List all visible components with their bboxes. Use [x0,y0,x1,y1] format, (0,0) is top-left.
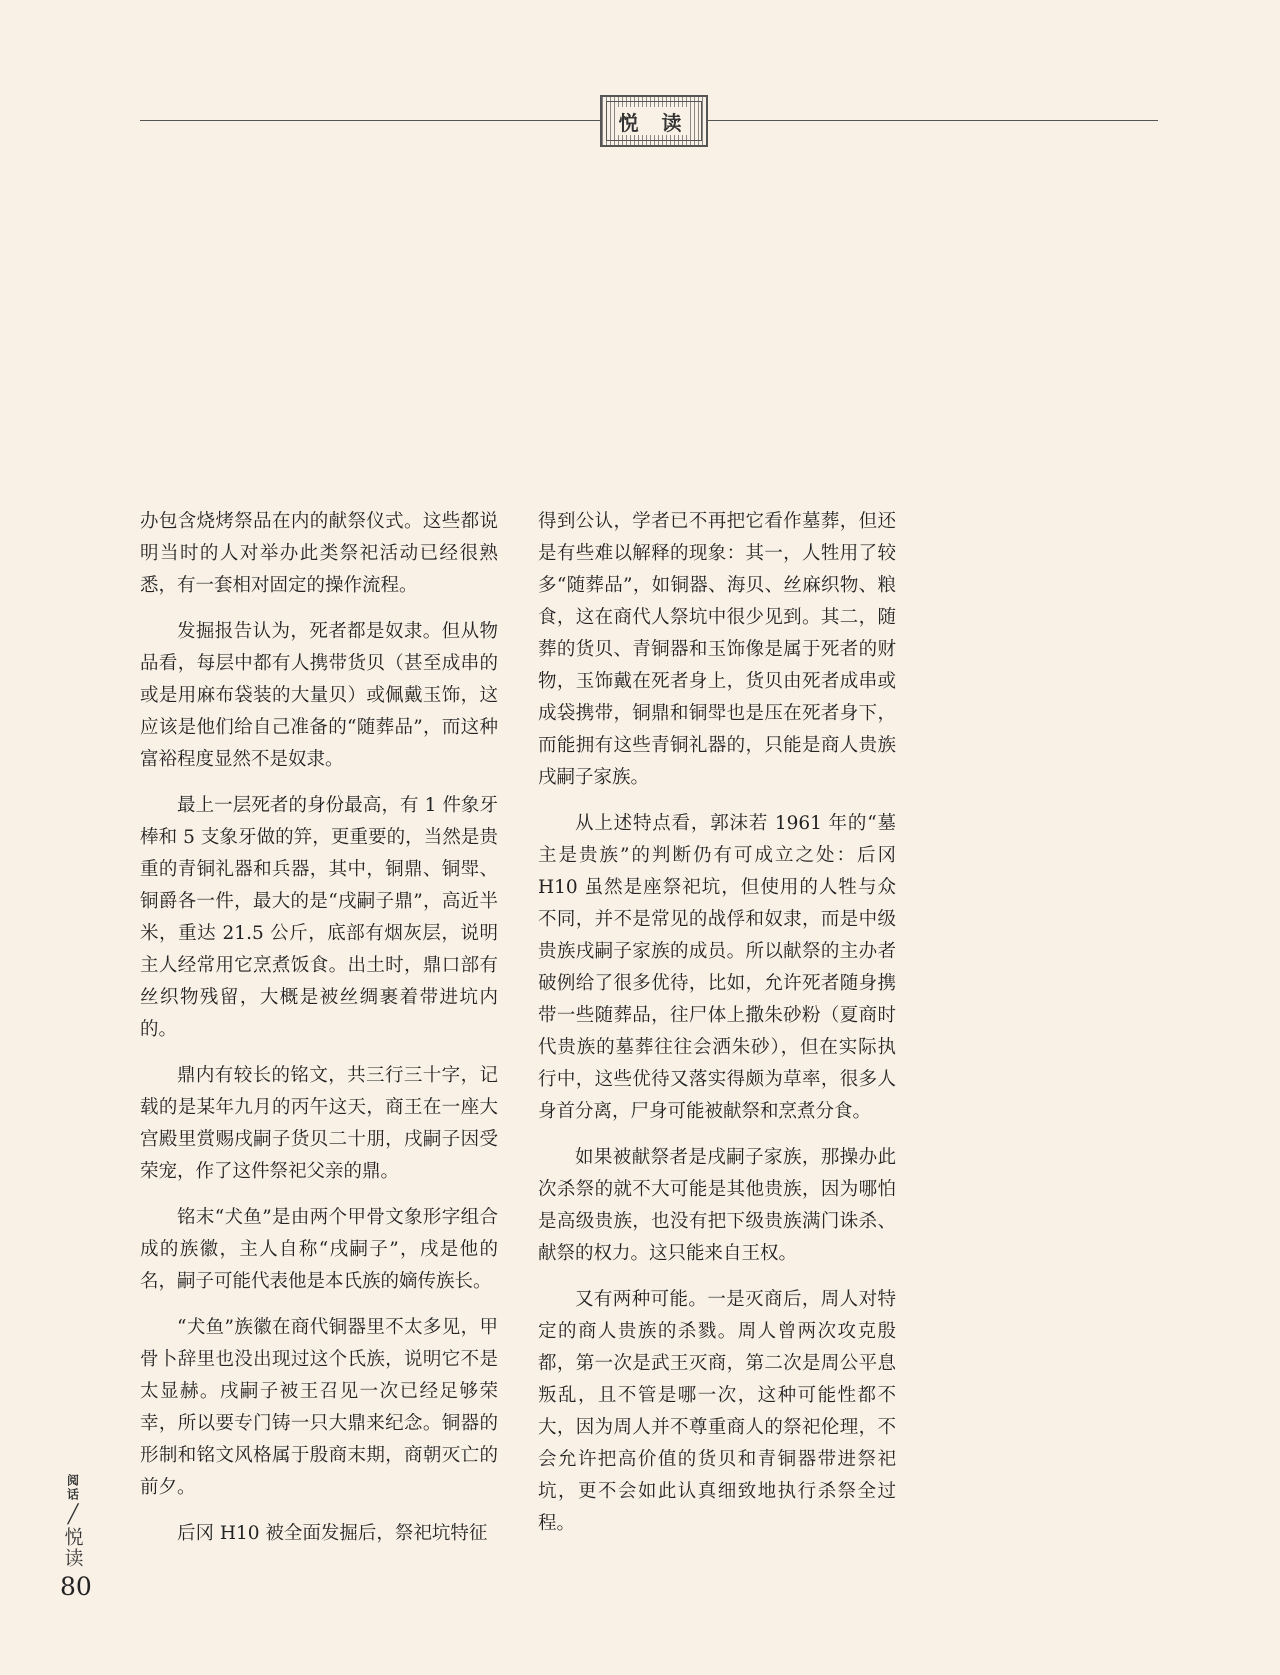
side-label-divider: ╱ [67,1504,79,1525]
section-title-box [600,95,708,147]
right-text-column [538,506,896,1554]
paragraph: 又有两种可能。一是灭商后，周人对特定的商人贵族的杀戮。周人曾两次攻克殷都，第一次是武王灭商，第二次是周公平息叛乱，且不管是哪一次，这种可能性都不大，因为周人并不尊重商人的祭祀伦理，不会允许把高价值的货贝和青铜器带进祭祀坑，更不会如此认真细致地执行杀祭全过程。 [538,1289,896,1534]
header-rule-right [708,120,1158,121]
paragraph: 鼎内有较长的铭文，共三行三十字，记载的是某年九月的丙午这天，商王在一座大宫殿里赏赐戌嗣子货贝二十朋，戌嗣子因受荣宠，作了这件祭祀父亲的鼎。 [140,1065,498,1182]
paragraph: 如果被献祭者是戌嗣子家族，那操办此次杀祭的就不大可能是其他贵族，因为哪怕是高级贵族，也没有把下级贵族满门诛杀、献祭的权力。这只能来自王权。 [538,1147,896,1264]
left-text-column [140,506,498,1564]
section-title: 悦 读 [618,107,690,135]
paragraph: 发掘报告认为，死者都是奴隶。但从物品看，每层中都有人携带货贝（甚至成串的或是用麻布袋装的大量贝）或佩戴玉饰，这应该是他们给自己准备的“随葬品”，而这种富裕程度显然不是奴隶。 [140,621,498,770]
paragraph: 铭末“犬鱼”是由两个甲骨文象形字组合成的族徽，主人自称“戌嗣子”，戌是他的名，嗣子可能代表他是本氏族的嫡传族长。 [140,1207,498,1292]
paragraph: 后冈 H10 被全面发掘后，祭祀坑特征 [177,1523,488,1544]
paragraph: 最上一层死者的身份最高，有 1 件象牙棒和 5 支象牙做的笄，更重要的，当然是贵重的青铜礼器和兵器，其中，铜鼎、铜斝、铜爵各一件，最大的是“戌嗣子鼎”，高近半米，重达 21.5 公斤，底部有烟灰层，说明主人经常用它烹煮饭食。出土时，鼎口部有丝织物残留，大概是被丝绸裹着带进坑内的。 [140,795,498,1040]
paragraph: 办包含烧烤祭品在内的献祭仪式。这些都说明当时的人对举办此类祭祀活动已经很熟悉，有一套相对固定的操作流程。 [140,511,498,596]
header-rule-left [140,120,600,121]
magazine-name: 阅话 [65,1474,80,1502]
paragraph: “犬鱼”族徽在商代铜器里不太多见，甲骨卜辞里也没出现过这个氏族，说明它不是太显赫。戌嗣子被王召见一次已经足够荣幸，所以要专门铸一只大鼎来纪念。铜器的形制和铭文风格属于殷商末期，商朝灭亡的前夕。 [140,1317,498,1498]
paragraph: 从上述特点看，郭沫若 1961 年的“墓主是贵族”的判断仍有可成立之处：后冈 H10 虽然是座祭祀坑，但使用的人牲与众不同，并不是常见的战俘和奴隶，而是中级贵族戌嗣子家族的成员。所以献祭的主办者破例给了很多优待，比如，允许死者随身携带一些随葬品，往尸体上撒朱砂粉（夏商时代贵族的墓葬往往会洒朱砂），但在实际执行中，这些优待又落实得颇为草率，很多人身首分离，尸身可能被献祭和烹煮分食。 [538,813,896,1122]
section-name: 悦读 [61,1527,84,1569]
magazine-side-label [60,1474,86,1569]
page-number: 80 [60,1572,92,1601]
paragraph: 得到公认，学者已不再把它看作墓葬，但还是有些难以解释的现象：其一，人牲用了较多“随葬品”，如铜器、海贝、丝麻织物、粮食，这在商代人祭坑中很少见到。其二，随葬的货贝、青铜器和玉饰像是属于死者的财物，玉饰戴在死者身上，货贝由死者成串或成袋携带，铜鼎和铜斝也是压在死者身下，而能拥有这些青铜礼器的，只能是商人贵族戌嗣子家族。 [538,511,896,788]
